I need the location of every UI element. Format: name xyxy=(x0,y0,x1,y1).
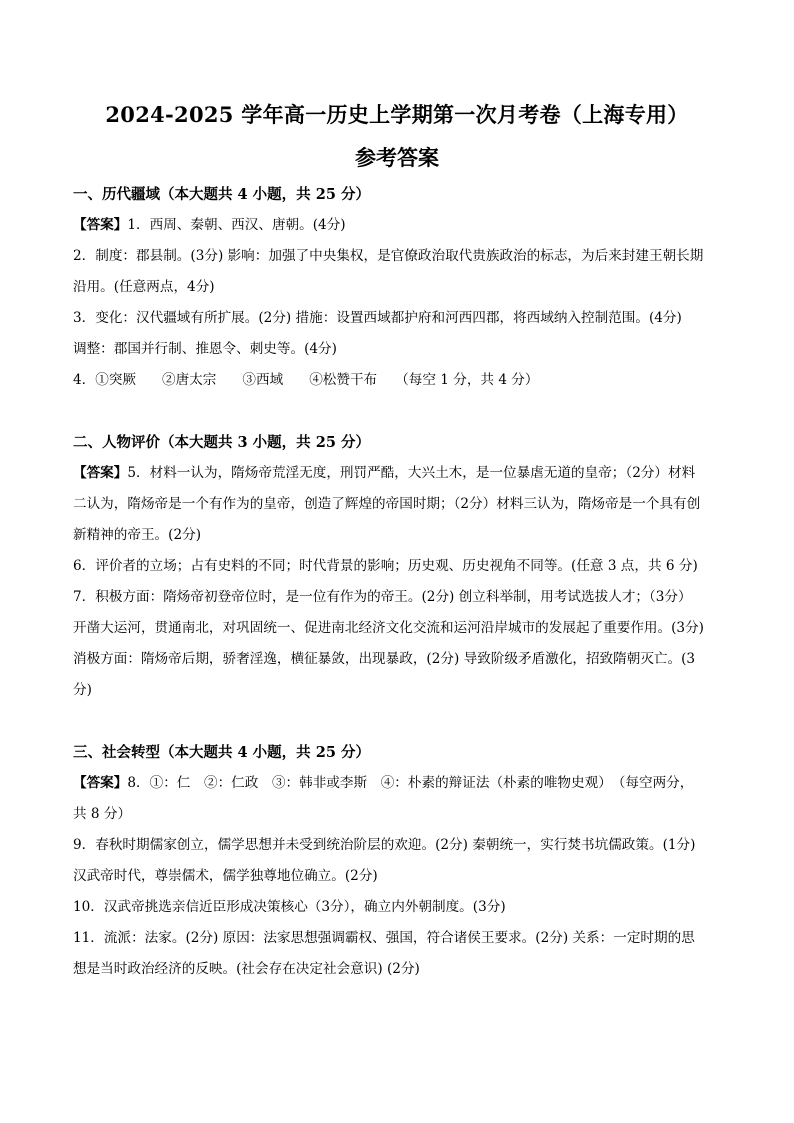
answer-label: 【答案】 xyxy=(73,217,128,233)
answer-text: 8．①：仁 ②：仁政 ③：韩非或李斯 ④：朴素的辩证法（朴素的唯物史观） （每空两分， xyxy=(127,775,694,791)
answer-label: 【答案】 xyxy=(73,465,128,481)
answer-q3-line2: 调整：郡国并行制、推恩令、刺史等。(4分) xyxy=(73,341,337,357)
section-3-heading: 三、社会转型（本大题共 4 小题，共 25 分） xyxy=(73,744,370,761)
answer-q5-line3: 新精神的帝王。(2分) xyxy=(73,527,202,543)
answer-text: 5．材料一认为，隋炀帝荒淫无度，刑罚严酷，大兴土木，是一位暴虐无道的皇帝；（2分）材料 xyxy=(127,465,696,481)
answer-q11-line2: 想是当时政治经济的反映。(社会存在决定社会意识) (2分) xyxy=(73,961,420,977)
page-title: 2024-2025 学年高一历史上学期第一次月考卷（上海专用） xyxy=(105,102,689,127)
answer-label: 【答案】 xyxy=(73,775,128,791)
section-1-heading: 一、历代疆域（本大题共 4 小题，共 25 分） xyxy=(73,186,370,203)
answer-q8-line2: 共 8 分） xyxy=(73,806,132,822)
answer-q7-line1: 7．积极方面：隋炀帝初登帝位时，是一位有作为的帝王。(2分) 创立科举制，用考试选拔人才；（3分） xyxy=(73,589,692,605)
answer-text: 1．西周、秦朝、西汉、唐朝。(4分) xyxy=(127,217,346,233)
answer-q2-line1: 2．制度：郡县制。(3分) 影响：加强了中央集权，是官僚政治取代贵族政治的标志，为后来封建王朝长期 xyxy=(73,248,704,264)
answer-body xyxy=(73,179,733,985)
answer-q7-line2: 开凿大运河，贯通南北，对巩固统一、促进南北经济文化交流和运河沿岸城市的发展起了重要作用。(3分) xyxy=(73,620,704,636)
page-subtitle: 参考答案 xyxy=(355,145,439,170)
answer-q4 xyxy=(73,365,733,396)
answer-q9-line2: 汉武帝时代，尊崇儒术，儒学独尊地位确立。(2分) xyxy=(73,868,378,884)
answer-q5-line1 xyxy=(73,458,733,489)
answer-q5-line2: 二认为，隋炀帝是一个有作为的皇帝，创造了辉煌的帝国时期；（2分）材料三认为，隋炀帝是一个具有创 xyxy=(73,496,701,512)
section-2-heading: 二、人物评价（本大题共 3 小题，共 25 分） xyxy=(73,434,370,451)
q4-blank-4: ④松赞干布 xyxy=(309,372,378,388)
q4-number: 4． xyxy=(73,372,96,388)
answer-q11-line1: 11．流派：法家。(2分) 原因：法家思想强调霸权、强国，符合诸侯王要求。(2分) 关系：一定时期的思 xyxy=(73,930,695,946)
answer-q3-line1: 3．变化：汉代疆域有所扩展。(2分) 措施：设置西域都护府和河西四郡，将西域纳入控制范围。(4分) xyxy=(73,310,682,326)
answer-q2-line2: 沿用。(任意两点，4分) xyxy=(73,279,215,295)
answer-q6: 6．评价者的立场；占有史料的不同；时代背景的影响；历史观、历史视角不同等。(任意 3 点，共 6 分) xyxy=(73,558,698,574)
answer-q1 xyxy=(73,210,733,241)
answer-q10: 10．汉武帝挑选亲信近臣形成决策核心（3分），确立内外朝制度。(3分) xyxy=(73,899,506,915)
q4-blank-2: ②唐太宗 xyxy=(162,372,217,388)
q4-blank-1: ①突厥 xyxy=(95,372,137,388)
answer-q7-line4: 分) xyxy=(73,682,92,698)
q4-score: （每空 1 分，共 4 分） xyxy=(395,372,539,388)
answer-q7-line3: 消极方面：隋炀帝后期，骄奢淫逸，横征暴敛，出现暴政，(2分) 导致阶级矛盾激化，招致隋朝灭亡。(3 xyxy=(73,651,696,667)
answer-q8-line1 xyxy=(73,768,733,799)
q4-blank-3: ③西域 xyxy=(242,372,284,388)
answer-q9-line1: 9．春秋时期儒家创立，儒学思想并未受到统治阶层的欢迎。(2分) 秦朝统一，实行焚书坑儒政策。(1分) xyxy=(73,837,696,853)
